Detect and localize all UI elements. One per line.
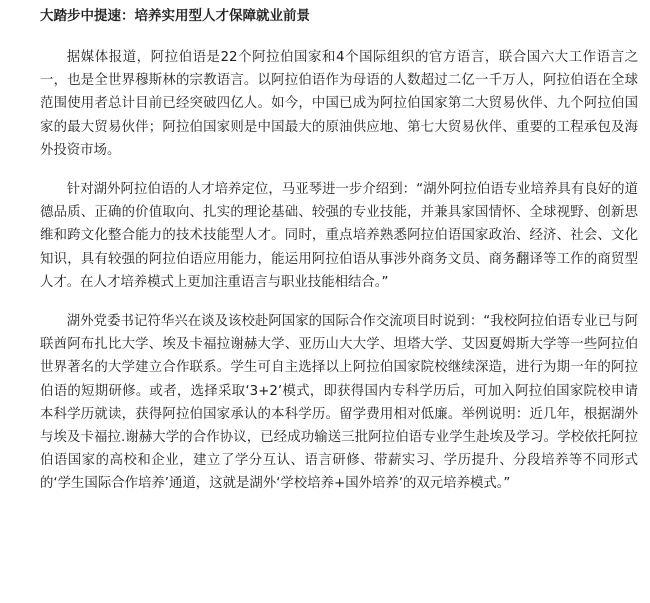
- article-paragraph-2: 针对湖外阿拉伯语的人才培养定位，马亚琴进一步介绍到：“湖外阿拉伯语专业培养具有良好的道德品质、正确的价值取向、扎实的理论基础、较强的专业技能，并兼具家国情怀、全球视野、创新思维和跨文化整合能力的技术技能型人才。同时，重点培养熟悉阿拉伯语国家政治、经济、社会、文化知识，具有较强的阿拉伯语应用能力，能运用阿拉伯语从事涉外商务文员、商务翻译等工作的商贸型人才。在人才培养模式上更加注重语言与职业技能相结合。”: [40, 182, 638, 290]
- article-paragraph-3: 湖外党委书记符华兴在谈及该校赴阿国家的国际合作交流项目时说到：“我校阿拉伯语专业已与阿联酋阿布扎比大学、埃及卡福拉谢赫大学、亚历山大大学、坦塔大学、艾因夏姆斯大学等一些阿拉伯世界著名的大学建立合作联系。学生可自主选择以上阿拉伯国家院校继续深造，进行为期一年的阿拉伯语的短期研修。或者，选择采取‘3+2’模式，即获得国内专科学历后，可加入阿拉伯国家院校申请本科学历就读，获得阿拉伯国家承认的本科学历。留学费用相对低廉。举例说明：近几年，根据湖外与埃及卡福拉.谢赫大学的合作协议，已经成功输送三批阿拉伯语专业学生赴埃及学习。学校依托阿拉伯语国家的高校和企业，建立了学分互认、语言研修、带薪实习、学历提升、分段培养等不同形式的‘学生国际合作培养’通道，这就是湖外‘学校培养+国外培养’的双元培养模式。”: [40, 314, 638, 492]
- article-title: 大踏步中提速：培养实用型人才保障就业前景: [40, 8, 310, 24]
- article-paragraph-1: 据媒体报道，阿拉伯语是22个阿拉伯国家和4个国际组织的官方语言，联合国六大工作语言之一，也是全世界穆斯林的宗教语言。以阿拉伯语作为母语的人数超过二亿一千万人，阿拉伯语在全球范围使用者总计目前已经突破四亿人。如今，中国已成为阿拉伯国家第二大贸易伙伴、九个阿拉伯国家的最大贸易伙伴；阿拉伯国家则是中国最大的原油供应地、第七大贸易伙伴、重要的工程承包及海外投资市场。: [40, 50, 638, 158]
